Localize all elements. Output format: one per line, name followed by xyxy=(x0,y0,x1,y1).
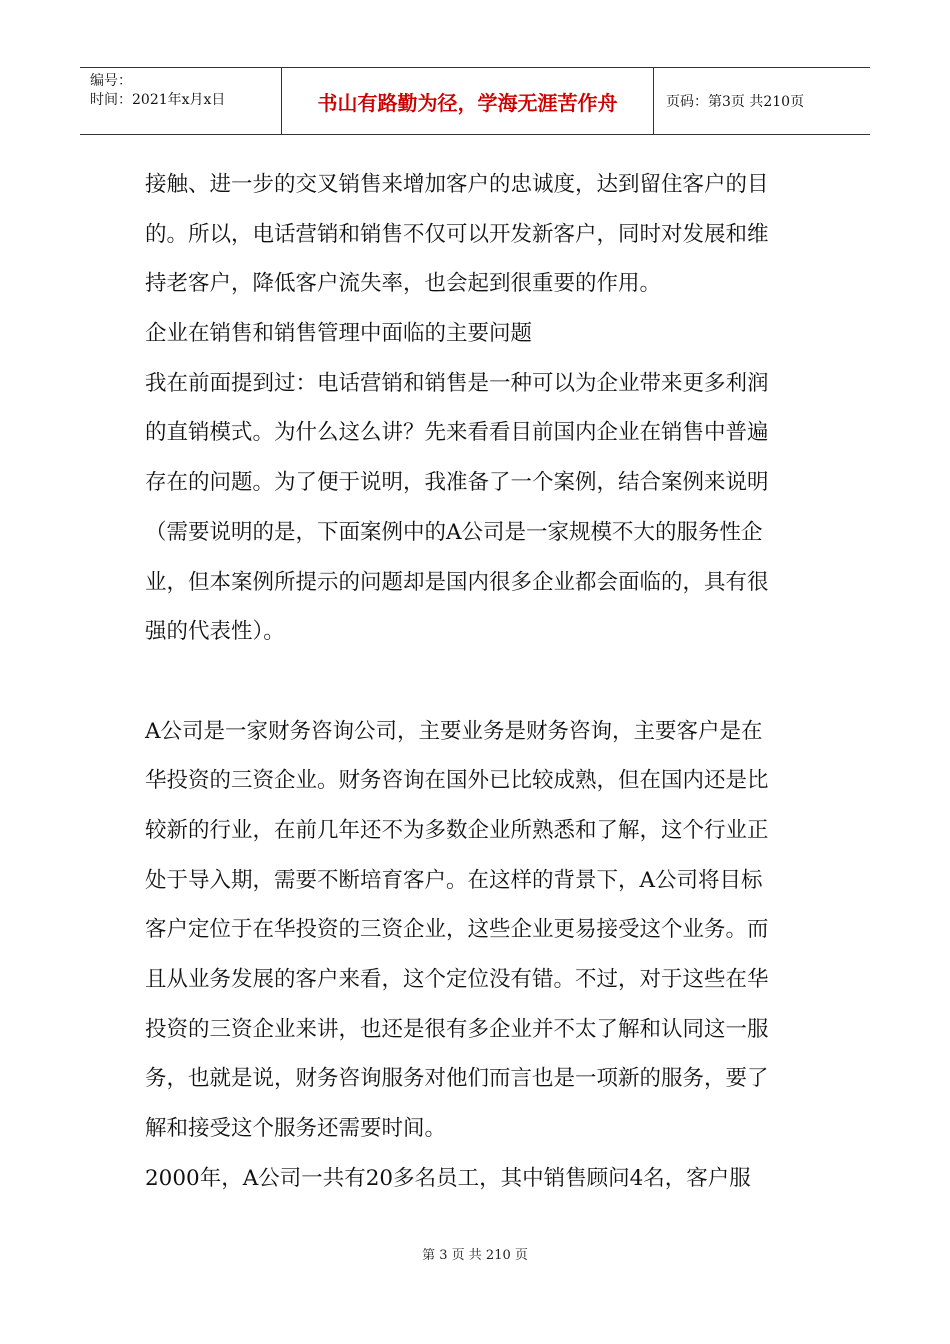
document-body xyxy=(145,160,810,1203)
body-line: 较新的行业，在前几年还不为多数企业所熟悉和了解，这个行业正 xyxy=(145,817,769,843)
body-line: 投资的三资企业来讲，也还是很有多企业并不太了解和认同这一服 xyxy=(145,1016,769,1042)
body-line: 业，但本案例所提示的问题却是国内很多企业都会面临的，具有很 xyxy=(145,569,769,595)
body-line: 处于导入期，需要不断培育客户。在这样的背景下，A公司将目标 xyxy=(145,867,763,893)
header-page-info: 页码：第3页 共210页 xyxy=(666,94,805,110)
body-line: （需要说明的是，下面案例中的A公司是一家规模不大的服务性企 xyxy=(145,519,763,545)
body-line: 的。所以，电话营销和销售不仅可以开发新客户，同时对发展和维 xyxy=(145,221,769,247)
body-line: 接触、进一步的交叉销售来增加客户的忠诚度，达到留住客户的目 xyxy=(145,172,769,197)
body-line: 客户定位于在华投资的三资企业，这些企业更易接受这个业务。而 xyxy=(145,917,769,943)
document-number-label: 编号： xyxy=(90,73,132,89)
body-line: 且从业务发展的客户来看，这个定位没有错。不过，对于这些在华 xyxy=(145,967,769,992)
body-line: 解和接受这个服务还需要时间。 xyxy=(145,1116,447,1142)
body-line: 华投资的三资企业。财务咨询在国外已比较成熟，但在国内还是比 xyxy=(145,768,769,794)
body-line: 强的代表性）。 xyxy=(145,619,285,645)
section-heading: 企业在销售和销售管理中面临的主要问题 xyxy=(145,321,533,347)
body-line: 的直销模式。为什么这么讲？先来看看目前国内企业在销售中普遍 xyxy=(145,420,769,446)
body-line: 我在前面提到过：电话营销和销售是一种可以为企业带来更多利润 xyxy=(145,370,769,396)
page-footer: 第 3 页 共 210 页 xyxy=(422,1248,528,1263)
blank-line xyxy=(145,657,810,707)
body-line: A公司是一家财务咨询公司，主要业务是财务咨询，主要客户是在 xyxy=(145,718,763,744)
page-header xyxy=(80,67,870,135)
header-motto: 书山有路勤为径，学海无涯苦作舟 xyxy=(282,68,654,134)
document-date: 时间：2021年x月x日 xyxy=(90,92,226,108)
body-line: 存在的问题。为了便于说明，我准备了一个案例，结合案例来说明 xyxy=(145,470,769,496)
body-line: 务，也就是说，财务咨询服务对他们而言也是一项新的服务，要了 xyxy=(145,1066,769,1092)
body-line: 2000年，A公司一共有20多名员工，其中销售顾问4名，客户服 xyxy=(145,1165,751,1191)
header-meta xyxy=(80,68,282,134)
body-line: 持老客户，降低客户流失率，也会起到很重要的作用。 xyxy=(145,271,662,297)
